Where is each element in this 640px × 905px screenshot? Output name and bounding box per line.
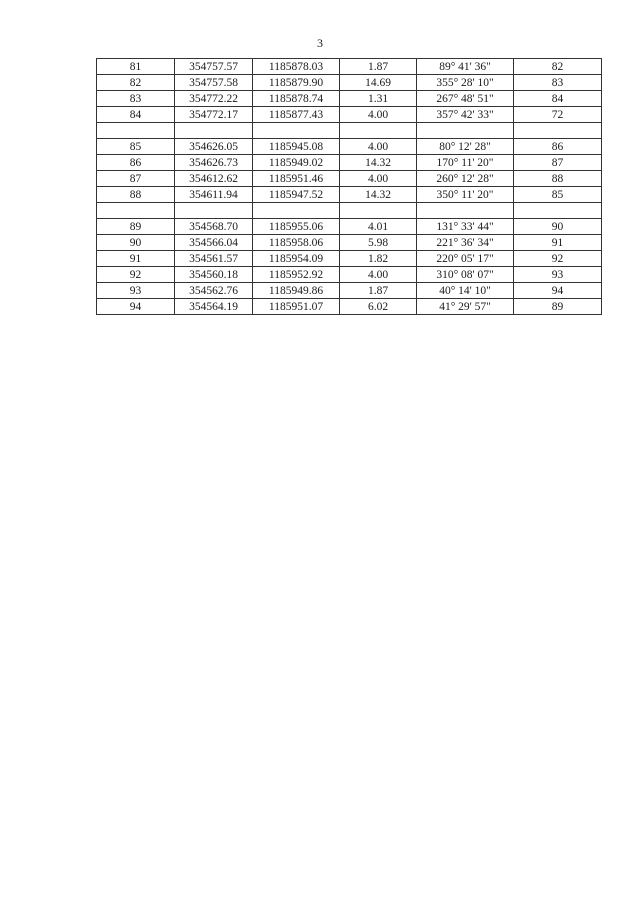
point-cell: 94 <box>97 299 175 315</box>
table-row <box>97 171 602 187</box>
bearing-cell: 357° 42' 33" <box>417 107 514 123</box>
y-coordinate-cell: 1185878.74 <box>253 91 340 107</box>
point-cell: 90 <box>97 235 175 251</box>
next-point-cell: 85 <box>514 187 602 203</box>
bearing-cell <box>417 123 514 139</box>
bearing-cell: 80° 12' 28" <box>417 139 514 155</box>
table-row <box>97 59 602 75</box>
distance-cell <box>340 203 417 219</box>
y-coordinate-cell: 1185954.09 <box>253 251 340 267</box>
bearing-cell: 267° 48' 51" <box>417 91 514 107</box>
y-coordinate-cell: 1185947.52 <box>253 187 340 203</box>
distance-cell: 6.02 <box>340 299 417 315</box>
table-row <box>97 155 602 171</box>
point-cell: 87 <box>97 171 175 187</box>
table-spacer-row <box>97 203 602 219</box>
next-point-cell: 83 <box>514 75 602 91</box>
next-point-cell: 84 <box>514 91 602 107</box>
x-coordinate-cell: 354564.19 <box>175 299 253 315</box>
x-coordinate-cell: 354561.57 <box>175 251 253 267</box>
point-cell: 92 <box>97 267 175 283</box>
x-coordinate-cell: 354612.62 <box>175 171 253 187</box>
bearing-cell: 310° 08' 07" <box>417 267 514 283</box>
table-row <box>97 267 602 283</box>
y-coordinate-cell: 1185951.46 <box>253 171 340 187</box>
x-coordinate-cell: 354560.18 <box>175 267 253 283</box>
table-row <box>97 75 602 91</box>
coordinates-table <box>96 58 602 315</box>
y-coordinate-cell: 1185952.92 <box>253 267 340 283</box>
next-point-cell: 94 <box>514 283 602 299</box>
coordinates-table-body <box>97 59 602 315</box>
bearing-cell: 355° 28' 10" <box>417 75 514 91</box>
point-cell: 93 <box>97 283 175 299</box>
bearing-cell: 220° 05' 17" <box>417 251 514 267</box>
bearing-cell: 89° 41' 36" <box>417 59 514 75</box>
y-coordinate-cell: 1185945.08 <box>253 139 340 155</box>
point-cell: 81 <box>97 59 175 75</box>
x-coordinate-cell: 354772.17 <box>175 107 253 123</box>
distance-cell: 1.31 <box>340 91 417 107</box>
bearing-cell: 131° 33' 44" <box>417 219 514 235</box>
bearing-cell: 41° 29' 57" <box>417 299 514 315</box>
next-point-cell: 82 <box>514 59 602 75</box>
next-point-cell: 88 <box>514 171 602 187</box>
x-coordinate-cell: 354562.76 <box>175 283 253 299</box>
bearing-cell: 40° 14' 10" <box>417 283 514 299</box>
y-coordinate-cell: 1185877.43 <box>253 107 340 123</box>
next-point-cell: 86 <box>514 139 602 155</box>
bearing-cell <box>417 203 514 219</box>
table-spacer-row <box>97 123 602 139</box>
point-cell <box>97 203 175 219</box>
distance-cell: 4.01 <box>340 219 417 235</box>
distance-cell: 4.00 <box>340 171 417 187</box>
distance-cell: 1.87 <box>340 283 417 299</box>
next-point-cell <box>514 203 602 219</box>
y-coordinate-cell: 1185879.90 <box>253 75 340 91</box>
x-coordinate-cell <box>175 123 253 139</box>
point-cell: 91 <box>97 251 175 267</box>
distance-cell: 1.87 <box>340 59 417 75</box>
bearing-cell: 260° 12' 28" <box>417 171 514 187</box>
distance-cell: 1.82 <box>340 251 417 267</box>
x-coordinate-cell: 354757.57 <box>175 59 253 75</box>
distance-cell: 14.69 <box>340 75 417 91</box>
next-point-cell: 93 <box>514 267 602 283</box>
next-point-cell: 90 <box>514 219 602 235</box>
table-row <box>97 107 602 123</box>
distance-cell: 5.98 <box>340 235 417 251</box>
point-cell: 82 <box>97 75 175 91</box>
table-row <box>97 235 602 251</box>
next-point-cell: 87 <box>514 155 602 171</box>
point-cell: 88 <box>97 187 175 203</box>
next-point-cell: 91 <box>514 235 602 251</box>
x-coordinate-cell: 354626.05 <box>175 139 253 155</box>
x-coordinate-cell: 354626.73 <box>175 155 253 171</box>
x-coordinate-cell: 354757.58 <box>175 75 253 91</box>
table-row <box>97 187 602 203</box>
table-row <box>97 299 602 315</box>
x-coordinate-cell <box>175 203 253 219</box>
y-coordinate-cell: 1185958.06 <box>253 235 340 251</box>
y-coordinate-cell: 1185951.07 <box>253 299 340 315</box>
y-coordinate-cell: 1185878.03 <box>253 59 340 75</box>
table-row <box>97 139 602 155</box>
bearing-cell: 170° 11' 20" <box>417 155 514 171</box>
x-coordinate-cell: 354568.70 <box>175 219 253 235</box>
point-cell: 85 <box>97 139 175 155</box>
x-coordinate-cell: 354772.22 <box>175 91 253 107</box>
next-point-cell: 72 <box>514 107 602 123</box>
y-coordinate-cell: 1185955.06 <box>253 219 340 235</box>
y-coordinate-cell <box>253 123 340 139</box>
y-coordinate-cell <box>253 203 340 219</box>
distance-cell: 4.00 <box>340 139 417 155</box>
next-point-cell <box>514 123 602 139</box>
point-cell: 86 <box>97 155 175 171</box>
point-cell: 89 <box>97 219 175 235</box>
bearing-cell: 350° 11' 20" <box>417 187 514 203</box>
point-cell: 84 <box>97 107 175 123</box>
point-cell: 83 <box>97 91 175 107</box>
page-number: 3 <box>317 36 323 50</box>
table-row <box>97 283 602 299</box>
next-point-cell: 92 <box>514 251 602 267</box>
x-coordinate-cell: 354611.94 <box>175 187 253 203</box>
next-point-cell: 89 <box>514 299 602 315</box>
distance-cell: 4.00 <box>340 107 417 123</box>
table-row <box>97 251 602 267</box>
table-row <box>97 219 602 235</box>
distance-cell: 4.00 <box>340 267 417 283</box>
table-row <box>97 91 602 107</box>
distance-cell: 14.32 <box>340 187 417 203</box>
y-coordinate-cell: 1185949.86 <box>253 283 340 299</box>
distance-cell: 14.32 <box>340 155 417 171</box>
point-cell <box>97 123 175 139</box>
y-coordinate-cell: 1185949.02 <box>253 155 340 171</box>
x-coordinate-cell: 354566.04 <box>175 235 253 251</box>
distance-cell <box>340 123 417 139</box>
bearing-cell: 221° 36' 34" <box>417 235 514 251</box>
